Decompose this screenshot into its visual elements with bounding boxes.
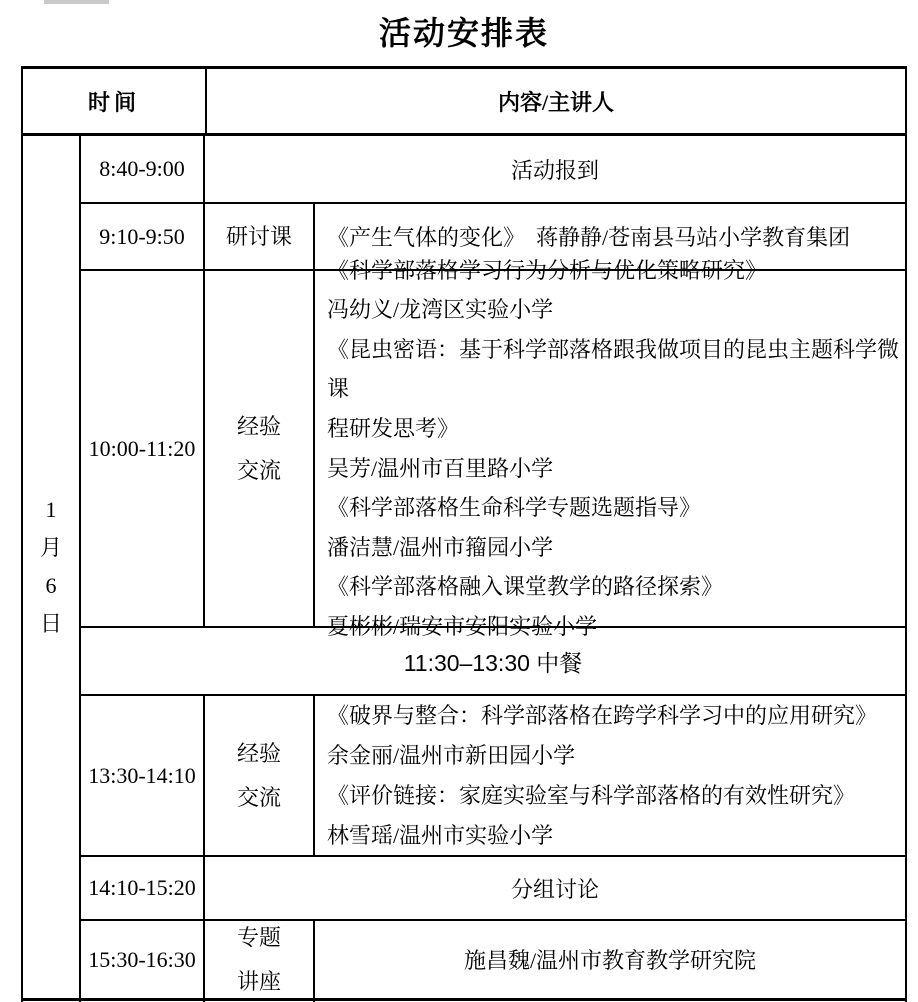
content-line: 程研发思考》 [327,415,460,441]
content-line: 夏彬彬/瑞安市安阳实验小学 [327,613,598,639]
window-scrollbar-fragment [44,0,109,4]
schedule-rows [81,136,905,998]
next-row-cutoff [23,998,905,1002]
time-cell: 10:00-11:20 [81,271,205,626]
session-line: 交流 [236,457,281,483]
session-line: 经验 [236,413,281,439]
lunch-cell: 11:30–13:30 中餐 [403,649,583,676]
content-line: 《科学部落格学习行为分析与优化策略研究》 [327,257,768,283]
header-time: 时间 [23,69,207,133]
content-line: 余金丽/温州市新田园小学 [327,742,576,768]
content-line: 林雪瑶/温州市实验小学 [327,822,554,848]
table-row-registration [81,136,905,202]
table-row-lecture [81,919,905,998]
table-row-experience-exchange-pm [81,694,905,855]
session-cell [205,271,315,626]
time-cell: 9:10-9:50 [81,204,205,269]
session-line: 交流 [236,784,281,810]
time-cell: 15:30-16:30 [81,921,205,998]
content-cell [315,257,905,639]
time-cell: 8:40-9:00 [81,136,205,202]
content-cell: 分组讨论 [510,876,599,902]
session-cell [205,921,315,998]
day-char: 1 [45,497,57,522]
session-cell [205,696,315,855]
table-row-lunch [81,626,905,694]
day-char: 6 [45,573,57,598]
table-row-group-discussion [81,855,905,919]
session-cell: 研讨课 [205,204,315,269]
table-header-row [23,69,905,136]
content-line: 潘洁慧/温州市籀园小学 [327,534,554,560]
content-line: 《破界与整合：科学部落格在跨学科学习中的应用研究》 [327,702,878,728]
content-line: 《评价链接：家庭实验室与科学部落格的有效性研究》 [327,782,856,808]
day-cell [23,136,81,998]
content-cell: 《产生气体的变化》 蒋静静/苍南县马站小学教育集团 [327,225,851,250]
time-cell: 13:30-14:10 [81,696,205,855]
content-line: 冯幼义/龙湾区实验小学 [327,297,554,323]
table-row-experience-exchange-am [81,257,905,639]
session-line: 讲座 [236,968,281,994]
session-line: 专题 [236,924,281,950]
day-char: 日 [39,611,62,636]
day-char: 月 [39,535,62,560]
page-title: 活动安排表 [378,15,549,51]
content-line: 《科学部落格融入课堂教学的路径探索》 [327,574,724,600]
content-cell: 施昌魏/温州市教育教学研究院 [463,948,757,973]
content-cell [315,696,905,855]
content-line: 《昆虫密语：基于科学部落格跟我做项目的昆虫主题科学微课 [327,336,900,402]
table-body [23,136,905,998]
content-cell: 活动报到 [510,157,599,183]
schedule-table [21,66,907,1002]
time-cell: 14:10-15:20 [81,857,205,919]
content-line: 《科学部落格生命科学专题选题指导》 [327,495,702,521]
content-line: 吴芳/温州市百里路小学 [327,455,554,481]
session-line: 经验 [236,740,281,766]
header-content: 内容/主讲人 [497,89,615,115]
